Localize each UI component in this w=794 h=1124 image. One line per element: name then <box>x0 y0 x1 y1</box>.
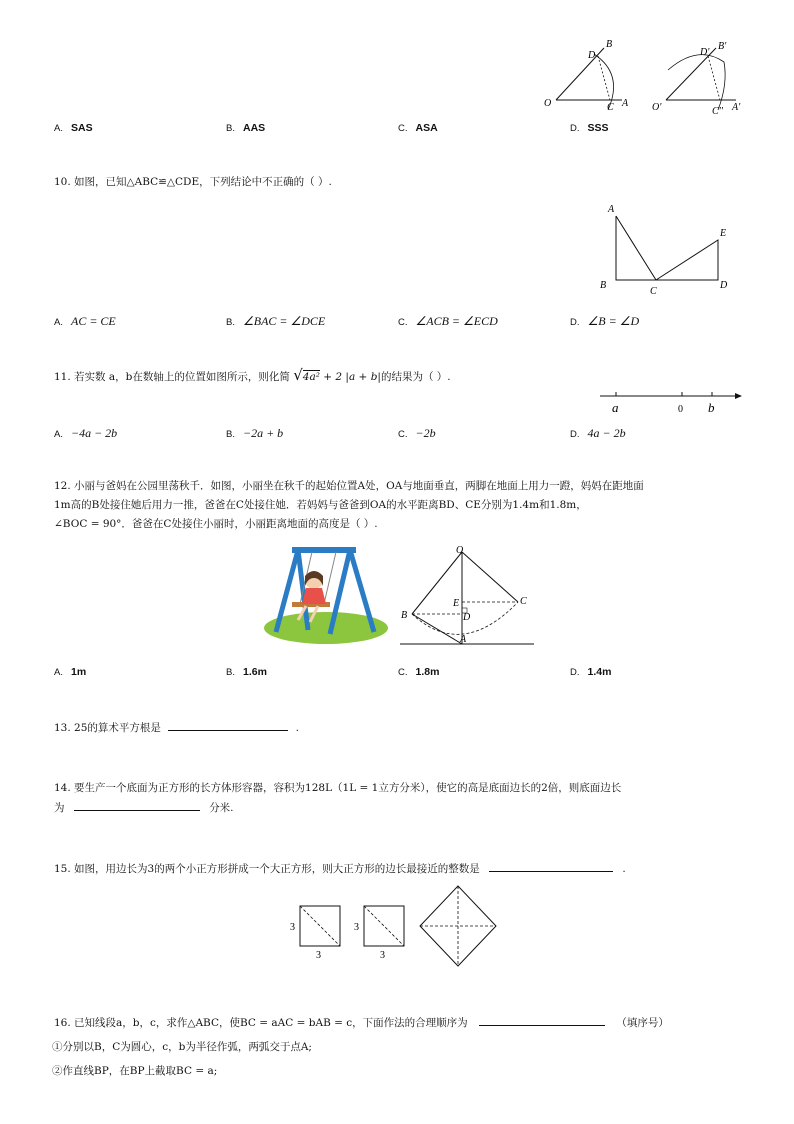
option-text: SAS <box>70 122 93 134</box>
q13 <box>54 718 299 738</box>
option-text: SSS <box>587 122 609 134</box>
q11-stem-after: 的结果为（ ）. <box>380 371 451 383</box>
q9-left-C: C <box>607 102 614 113</box>
q10-label-B: B <box>600 280 607 291</box>
option-letter: A. <box>54 123 63 134</box>
q11-option-c[interactable] <box>398 426 436 441</box>
option-letter: C. <box>398 667 408 678</box>
option-text: ∠B = ∠D <box>587 314 640 328</box>
q14-line2-after: 分米. <box>209 802 234 814</box>
option-text: ∠ACB = ∠ECD <box>415 314 498 328</box>
q12-figure <box>396 542 542 650</box>
q9-right-O: O' <box>652 102 662 113</box>
q10-option-b[interactable] <box>226 314 325 329</box>
q11-radicand: 4a² <box>302 371 320 383</box>
q13-answer-blank[interactable] <box>168 718 288 731</box>
option-text: ∠BAC = ∠DCE <box>242 314 326 328</box>
option-letter: B. <box>226 317 235 328</box>
option-letter: D. <box>570 123 580 134</box>
q10-label-C: C <box>650 286 657 296</box>
q10-option-a[interactable] <box>54 314 116 329</box>
q16-step-2: ②作直线BP，在BP上截取BC = a; <box>52 1065 218 1077</box>
q10-option-c[interactable] <box>398 314 498 329</box>
q15-label-4: 3 <box>380 950 385 961</box>
q12-line2: 1m高的B处接住她后用力一推，爸爸在C处接住她．若妈妈与爸爸到OA的水平距离BD、CE分别为1.4m和1.8m， <box>54 499 587 511</box>
q15 <box>54 859 626 879</box>
q10-option-d[interactable] <box>570 314 639 329</box>
q15-figure <box>286 880 506 972</box>
q12-line1: 12. 小丽与爸妈在公园里荡秋千．如图，小丽坐在秋千的起始位置A处，OA与地面垂直，两脚在地面上用力一蹬，妈妈在距地面 <box>54 480 644 492</box>
q11-stem-before: 11. 若实数 a，b在数轴上的位置如图所示，则化简 <box>54 371 290 383</box>
option-letter: B. <box>226 123 235 134</box>
option-text: 1.6m <box>242 666 267 678</box>
q16-stem: 16. 已知线段a，b，c，求作△ABC，使BC = aAC = bAB = c，下面作法的合理顺序为 <box>54 1017 468 1029</box>
option-letter: D. <box>570 429 580 440</box>
option-letter: D. <box>570 317 580 328</box>
option-letter: A. <box>54 317 63 328</box>
q9-option-a[interactable] <box>54 122 93 134</box>
q9-left-D: D <box>588 50 596 61</box>
q9-right-A: A' <box>732 102 741 113</box>
q15-stem-end: . <box>622 863 626 875</box>
q9-option-b[interactable] <box>226 122 265 134</box>
q11-expr-tail: + 2 |a + b| <box>323 371 381 383</box>
option-text: −2a + b <box>242 426 284 440</box>
q10-figure <box>596 200 736 296</box>
q15-answer-blank[interactable] <box>489 859 613 872</box>
q16-stem-end: （填序号） <box>616 1017 669 1029</box>
q14-line1: 14. 要生产一个底面为正方形的长方体形容器，容积为128L（1L = 1立方分米），使它的高是底面边长的2倍，则底面边长 <box>54 782 622 794</box>
q11-stem <box>54 366 451 387</box>
q12-option-d[interactable] <box>570 666 611 678</box>
q9-right-C: C'' <box>712 106 723 117</box>
q9-left-O: O <box>544 98 552 109</box>
option-letter: B. <box>226 667 235 678</box>
q10-label-D: D <box>720 280 728 291</box>
q9-left-A: A <box>622 98 629 109</box>
q9-option-d[interactable] <box>570 122 609 134</box>
option-text: 1.8m <box>415 666 440 678</box>
q14-line2-before: 为 <box>54 802 65 814</box>
option-text: 1.4m <box>587 666 612 678</box>
option-text: 1m <box>70 666 87 678</box>
q11-option-d[interactable] <box>570 426 626 441</box>
q10-label-E: E <box>720 228 727 239</box>
q16-step-1: ①分别以B，C为圆心，c，b为半径作弧，两弧交于点A; <box>52 1041 312 1053</box>
q11-axis-zero: 0 <box>678 404 683 415</box>
q12-label-E: E <box>453 598 460 609</box>
q11-sqrt-sign: √ <box>293 366 303 384</box>
q10-stem: 10. 如图，已知△ABC≌△CDE，下列结论中不正确的（ ）. <box>54 176 332 188</box>
q9-right-B: B' <box>718 41 727 52</box>
q14-line2 <box>54 798 234 818</box>
q15-label-1: 3 <box>290 922 295 933</box>
q12-label-A: A <box>460 634 467 645</box>
option-letter: C. <box>398 429 408 440</box>
q11-option-a[interactable] <box>54 426 117 441</box>
q13-stem-end: . <box>295 722 299 734</box>
option-letter: C. <box>398 317 408 328</box>
swing-illustration <box>262 542 390 646</box>
option-text: −2b <box>415 426 436 440</box>
q9-figure <box>538 36 758 118</box>
option-letter: A. <box>54 667 63 678</box>
q15-label-3: 3 <box>354 922 359 933</box>
q13-stem: 13. 25的算术平方根是 <box>54 722 161 734</box>
q12-label-C: C <box>520 596 527 607</box>
q9-option-c[interactable] <box>398 122 438 134</box>
q9-left-B: B <box>606 39 613 50</box>
option-letter: A. <box>54 429 63 440</box>
q12-label-O: O <box>456 545 464 556</box>
q12-option-b[interactable] <box>226 666 267 678</box>
q12-line3: ∠BOC = 90°．爸爸在C处接住小丽时，小丽距离地面的高度是（ ）. <box>54 518 378 530</box>
option-text: ASA <box>415 122 438 134</box>
option-text: 4a − 2b <box>587 426 626 440</box>
q12-option-a[interactable] <box>54 666 86 678</box>
q12-label-B: B <box>401 610 408 621</box>
q11-axis-b: b <box>708 400 715 415</box>
q16-answer-blank[interactable] <box>479 1013 605 1026</box>
q11-number-line <box>596 384 746 416</box>
q14-answer-blank[interactable] <box>74 798 200 811</box>
option-letter: C. <box>398 123 408 134</box>
option-letter: D. <box>570 667 580 678</box>
q15-stem: 15. 如图，用边长为3的两个小正方形拼成一个大正方形，则大正方形的边长最接近的整数是 <box>54 863 480 875</box>
option-text: AAS <box>242 122 266 134</box>
option-letter: B. <box>226 429 235 440</box>
q12-label-D: D <box>463 612 471 623</box>
option-text: AC = CE <box>70 314 116 328</box>
q11-option-b[interactable] <box>226 426 283 441</box>
q9-right-D: D' <box>700 47 710 58</box>
q10-label-A: A <box>608 204 615 215</box>
q11-axis-a: a <box>612 400 619 415</box>
option-text: −4a − 2b <box>70 426 118 440</box>
q16 <box>54 1013 669 1033</box>
q15-label-2: 3 <box>316 950 321 961</box>
q12-option-c[interactable] <box>398 666 439 678</box>
